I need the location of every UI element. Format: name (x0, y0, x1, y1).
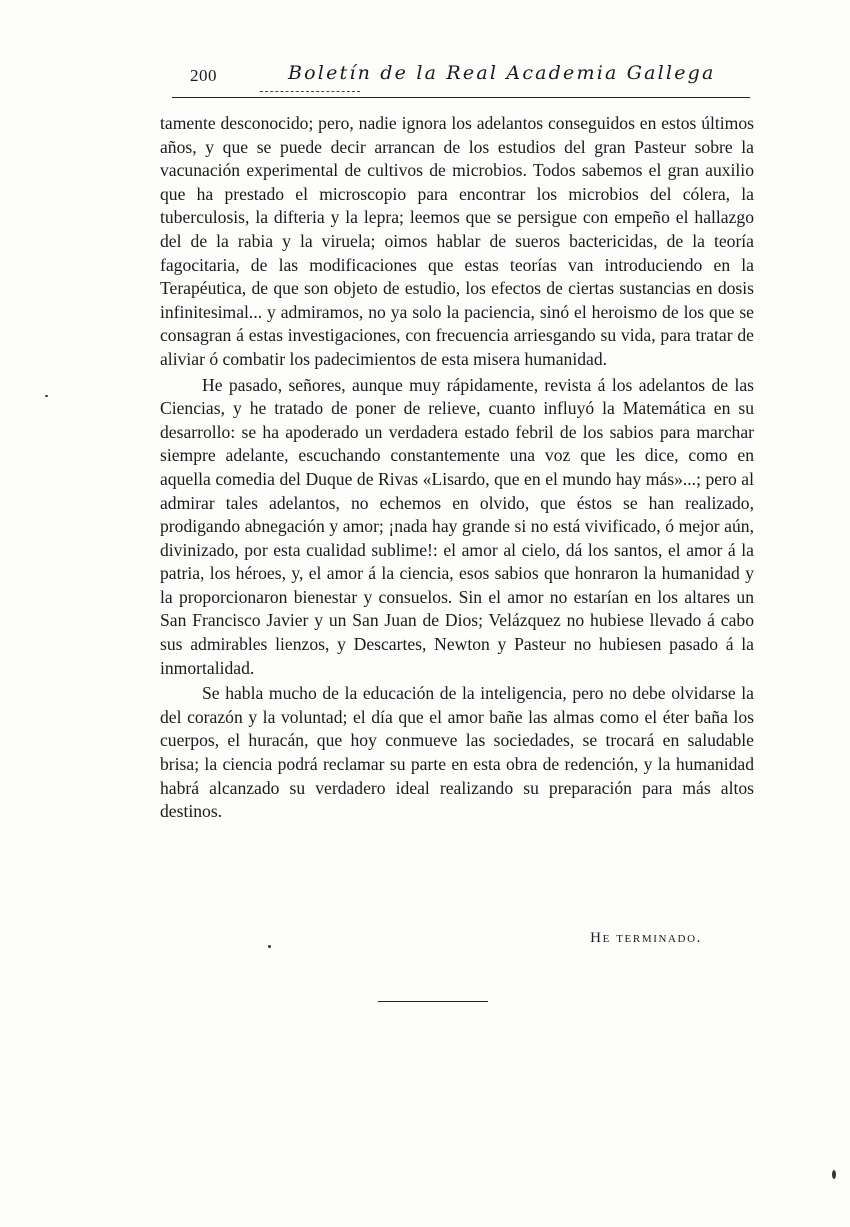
scan-speck (268, 945, 271, 948)
paragraph: He pasado, señores, aunque muy rápidamente, revista á los adelantos de las Ciencias, y he tratado de poner de relieve, cuanto influyó la Matemática en su desarrollo: se ha apoderado un verdadera estado febril de los sabios para marchar siempre adelante, escuchando constantemente una voz que les dice, como en aquella comedia del Duque de Rivas «Lisardo, que en el mundo hay más»...; pero al admirar tales adelantos, no echemos en olvido, que éstos se han realizado, prodigando abnegación y amor; ¡nada hay grande si no está vivificado, ó mejor aún, divinizado, por esta cualidad sublime!: el amor al cielo, dá los santos, el amor á la patria, los héroes, y, el amor á la ciencia, esos sabios que honraron la humanidad y la proporcionaron bienestar y consuelos. Sin el amor no estarían en los altares un San Francisco Javier y un San Juan de Dios; Velázquez no hubiese llevado á cabo sus admirables lienzos, y Descartes, Newton y Pasteur no hubiesen pasado á la inmortalidad. (160, 374, 754, 678)
end-rule (378, 1001, 488, 1002)
closing-signature: He terminado. (590, 930, 702, 946)
paragraph-continued: tamente desconocido; pero, nadie ignora los adelantos conseguidos en estos últimos años, y que se puede decir arrancan de los estudios del gran Pasteur sobre la vacunación experimental de cultivos de microbios. Todos sabemos el gran auxilio que ha prestado el microscopio para encontrar los microbios del cólera, la tuberculosis, la difteria y la lepra; leemos que se persigue con empeño el hallazgo del de la rabia y la viruela; oimos hablar de sueros bactericidas, de la teoría fagocitaria, de las modificaciones que estas teorías van introduciendo en la Terapéutica, de que son objeto de estudio, los efectos de ciertas sustancias en dosis infinitesimal... y admiramos, no ya solo la paciencia, sinó el heroismo de los que se consagran á estas investigaciones, con frecuencia arriesgando su vida, para tratar de aliviar ó combatir los padecimientos de esta misera humanidad. (160, 113, 754, 369)
header-dashed-rule (260, 91, 360, 92)
running-title: Boletín de la Real Academia Gallega (288, 62, 716, 84)
body-text (160, 112, 754, 824)
paragraph: Se habla mucho de la educación de la inteligencia, pero no debe olvidarse la del corazón y la voluntad; el día que el amor bañe las almas como el éter baña los cuerpos, el huracán, que hoy conmueve las sociedades, se trocará en saludable brisa; la ciencia podrá reclamar su parte en esta obra de redención, y la humanidad habrá alcanzado su verdadero ideal realizando su preparación para más altos destinos. (160, 683, 754, 822)
header-rule (172, 97, 750, 98)
scan-speck (45, 395, 48, 397)
page-number: 200 (190, 66, 217, 85)
scan-speck (832, 1170, 836, 1179)
